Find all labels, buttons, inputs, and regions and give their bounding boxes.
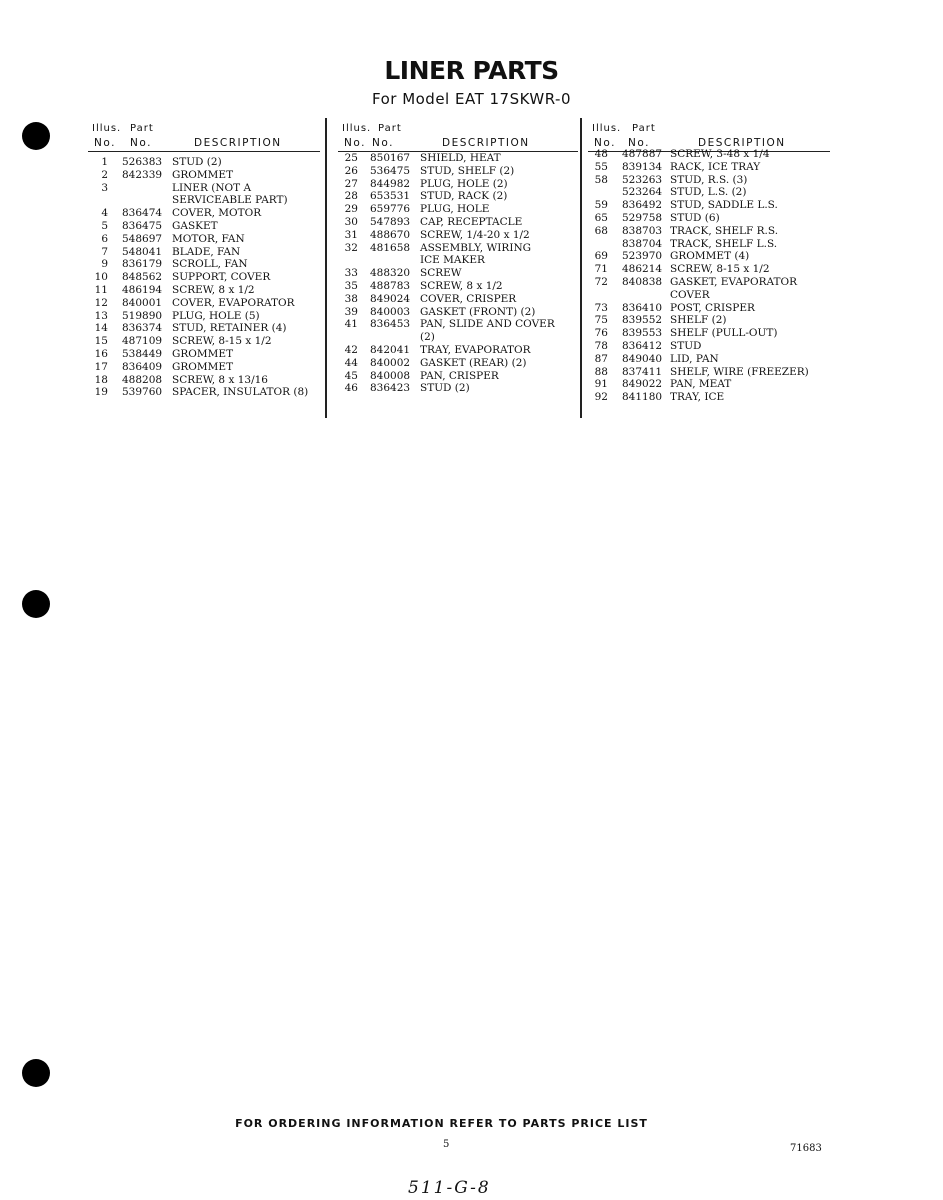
part-description: GASKET bbox=[172, 219, 218, 232]
parts-column-2 bbox=[338, 118, 578, 395]
part-description: SCREW, 8 x 13/16 bbox=[172, 373, 268, 386]
illus-number: 10 bbox=[94, 271, 108, 284]
part-number: 487887 bbox=[622, 148, 663, 160]
header-illus: Illus. bbox=[342, 123, 372, 134]
part-description: STUD, L.S. (2) bbox=[670, 186, 747, 199]
illus-number: 44 bbox=[344, 356, 358, 369]
part-number: 519890 bbox=[122, 309, 163, 322]
parts-row bbox=[338, 331, 578, 344]
illus-number: 1 bbox=[101, 156, 108, 168]
part-number: 488208 bbox=[122, 373, 163, 386]
parts-row bbox=[88, 233, 323, 246]
header-part: Part bbox=[130, 123, 154, 134]
parts-row bbox=[588, 314, 833, 327]
parts-row bbox=[88, 207, 323, 220]
parts-row bbox=[88, 322, 323, 335]
part-description: PAN, CRISPER bbox=[420, 369, 499, 382]
header-part-no: No. bbox=[628, 137, 650, 149]
part-description: SCREW, 8-15 x 1/2 bbox=[670, 263, 770, 276]
page-title: LINER PARTS bbox=[384, 56, 559, 85]
header-part: Part bbox=[632, 123, 656, 134]
handwritten-note: 511-G-8 bbox=[408, 1178, 491, 1198]
part-description: MOTOR, FAN bbox=[172, 232, 245, 245]
part-description: STUD, SADDLE L.S. bbox=[670, 199, 778, 212]
parts-row bbox=[88, 374, 323, 387]
parts-row bbox=[588, 199, 833, 212]
column-header bbox=[88, 118, 323, 152]
illus-number: 59 bbox=[594, 199, 608, 212]
illus-number: 28 bbox=[344, 190, 358, 203]
parts-row bbox=[338, 229, 578, 242]
illus-number: 26 bbox=[344, 164, 358, 177]
part-description: LINER (NOT A bbox=[172, 181, 252, 194]
illus-number: 88 bbox=[594, 365, 608, 378]
part-number: 481658 bbox=[370, 241, 411, 254]
header-part-no: No. bbox=[372, 137, 394, 149]
part-number: 836474 bbox=[122, 207, 163, 220]
parts-row bbox=[88, 271, 323, 284]
parts-row bbox=[338, 344, 578, 357]
part-description: PLUG, HOLE (5) bbox=[172, 309, 260, 322]
parts-row bbox=[588, 302, 833, 315]
part-description: STUD (2) bbox=[420, 382, 470, 395]
part-description: SUPPORT, COVER bbox=[172, 271, 271, 284]
illus-number: 4 bbox=[101, 207, 108, 220]
part-number: 487109 bbox=[122, 335, 163, 348]
parts-row bbox=[338, 306, 578, 319]
part-number: 548697 bbox=[122, 232, 163, 245]
part-number: 659776 bbox=[370, 203, 411, 216]
part-description: SHELF, WIRE (FREEZER) bbox=[670, 365, 809, 378]
parts-row bbox=[338, 293, 578, 306]
parts-row bbox=[588, 353, 833, 366]
part-description: GROMMET bbox=[172, 360, 234, 373]
part-description: TRAY, EVAPORATOR bbox=[420, 343, 531, 356]
part-description: SERVICEABLE PART) bbox=[172, 194, 288, 207]
parts-row bbox=[588, 378, 833, 391]
part-number: 488320 bbox=[370, 267, 411, 280]
header-description: DESCRIPTION bbox=[194, 137, 282, 149]
header-description: DESCRIPTION bbox=[698, 137, 786, 149]
parts-row bbox=[588, 327, 833, 340]
illus-number: 12 bbox=[94, 296, 108, 309]
illus-number: 72 bbox=[594, 275, 608, 288]
part-description: GASKET (REAR) (2) bbox=[420, 356, 527, 369]
parts-row bbox=[88, 182, 323, 195]
illus-number: 18 bbox=[94, 373, 108, 386]
part-description: SCREW, 8 x 1/2 bbox=[172, 283, 255, 296]
part-number: 486214 bbox=[622, 263, 663, 276]
parts-row bbox=[338, 267, 578, 280]
parts-row bbox=[338, 216, 578, 229]
part-number: 523263 bbox=[622, 173, 663, 186]
part-number: 547893 bbox=[370, 215, 411, 228]
part-description: SHELF (PULL-OUT) bbox=[670, 327, 778, 340]
parts-row bbox=[588, 148, 833, 161]
parts-row bbox=[588, 161, 833, 174]
parts-row bbox=[88, 169, 323, 182]
parts-row bbox=[338, 178, 578, 191]
part-description: TRACK, SHELF L.S. bbox=[670, 237, 778, 250]
header-part: Part bbox=[378, 123, 402, 134]
parts-row bbox=[588, 250, 833, 263]
parts-row bbox=[338, 152, 578, 165]
part-number: 836374 bbox=[122, 322, 163, 335]
header-part-no: No. bbox=[130, 137, 152, 149]
illus-number: 69 bbox=[594, 250, 608, 263]
part-number: 840001 bbox=[122, 296, 163, 309]
part-number: 536475 bbox=[370, 164, 411, 177]
parts-row bbox=[338, 280, 578, 293]
parts-row bbox=[88, 361, 323, 374]
parts-row bbox=[88, 220, 323, 233]
part-number: 837411 bbox=[622, 365, 663, 378]
illus-number: 35 bbox=[344, 279, 358, 292]
part-description: SCREW, 1/4-20 x 1/2 bbox=[420, 228, 530, 241]
part-description: BLADE, FAN bbox=[172, 245, 241, 258]
part-description: SPACER, INSULATOR (8) bbox=[172, 386, 309, 399]
header-illus: Illus. bbox=[92, 123, 122, 134]
parts-row bbox=[338, 242, 578, 255]
part-description: TRACK, SHELF R.S. bbox=[670, 224, 779, 237]
part-description: SCREW, 8 x 1/2 bbox=[420, 279, 503, 292]
parts-list bbox=[588, 148, 833, 404]
header-illus-no: No. bbox=[594, 137, 616, 149]
parts-row bbox=[338, 357, 578, 370]
illus-number: 2 bbox=[101, 168, 108, 181]
parts-row bbox=[338, 382, 578, 395]
part-description: TRAY, ICE bbox=[670, 391, 725, 404]
parts-row bbox=[588, 276, 833, 289]
parts-row bbox=[88, 258, 323, 271]
part-number: 523264 bbox=[622, 186, 663, 199]
part-description: CAP, RECEPTACLE bbox=[420, 215, 523, 228]
part-number: 539760 bbox=[122, 386, 163, 399]
header-illus-no: No. bbox=[344, 137, 366, 149]
part-number: 849022 bbox=[622, 378, 663, 391]
illus-number: 33 bbox=[344, 267, 358, 280]
part-number: 836179 bbox=[122, 258, 163, 271]
illus-number: 9 bbox=[101, 258, 108, 271]
parts-row bbox=[588, 366, 833, 379]
illus-number: 78 bbox=[594, 339, 608, 352]
part-description: COVER, MOTOR bbox=[172, 207, 262, 220]
parts-row bbox=[88, 386, 323, 399]
illus-number: 38 bbox=[344, 292, 358, 305]
parts-row bbox=[88, 310, 323, 323]
parts-row bbox=[88, 246, 323, 259]
part-description: ICE MAKER bbox=[420, 254, 485, 267]
part-description: SCREW, 3-48 x 1/4 bbox=[670, 148, 770, 160]
part-description: (2) bbox=[420, 331, 435, 344]
illus-number: 7 bbox=[101, 245, 108, 258]
illus-number: 71 bbox=[594, 263, 608, 276]
illus-number: 30 bbox=[344, 215, 358, 228]
parts-row bbox=[88, 194, 323, 207]
parts-row bbox=[588, 391, 833, 404]
parts-row bbox=[88, 348, 323, 361]
part-description: SCROLL, FAN bbox=[172, 258, 248, 271]
part-description: GROMMET (4) bbox=[670, 250, 750, 263]
part-number: 523970 bbox=[622, 250, 663, 263]
part-number: 849024 bbox=[370, 292, 411, 305]
parts-row bbox=[338, 190, 578, 203]
parts-row bbox=[338, 165, 578, 178]
illus-number: 32 bbox=[344, 241, 358, 254]
illus-number: 45 bbox=[344, 369, 358, 382]
part-description: PAN, SLIDE AND COVER bbox=[420, 318, 555, 331]
illus-number: 16 bbox=[94, 347, 108, 360]
page-number: 5 bbox=[443, 1139, 450, 1150]
part-number: 529758 bbox=[622, 211, 663, 224]
illus-number: 39 bbox=[344, 305, 358, 318]
part-description: PLUG, HOLE bbox=[420, 203, 490, 216]
illus-number: 6 bbox=[101, 232, 108, 245]
part-number: 836475 bbox=[122, 219, 163, 232]
punch-hole-top bbox=[22, 122, 50, 150]
illus-number: 75 bbox=[594, 314, 608, 327]
illus-number: 31 bbox=[344, 228, 358, 241]
part-number: 839552 bbox=[622, 314, 663, 327]
parts-row bbox=[338, 318, 578, 331]
part-number: 488670 bbox=[370, 228, 411, 241]
parts-row bbox=[88, 156, 323, 169]
part-description: SCREW bbox=[420, 267, 462, 280]
illus-number: 48 bbox=[594, 148, 608, 160]
illus-number: 91 bbox=[594, 378, 608, 391]
column-divider-1 bbox=[325, 118, 327, 418]
parts-row bbox=[338, 370, 578, 383]
part-number: 849040 bbox=[622, 352, 663, 365]
part-description: POST, CRISPER bbox=[670, 301, 755, 314]
part-number: 839134 bbox=[622, 160, 663, 173]
part-number: 840008 bbox=[370, 369, 411, 382]
part-number: 836492 bbox=[622, 199, 663, 212]
column-divider-2 bbox=[580, 118, 582, 418]
parts-row bbox=[338, 203, 578, 216]
column-header bbox=[338, 118, 578, 152]
illus-number: 68 bbox=[594, 224, 608, 237]
part-description: STUD, RETAINER (4) bbox=[172, 322, 287, 335]
illus-number: 58 bbox=[594, 173, 608, 186]
part-description: STUD bbox=[670, 339, 702, 352]
part-number: 526383 bbox=[122, 156, 163, 168]
illus-number: 65 bbox=[594, 211, 608, 224]
part-description: STUD, R.S. (3) bbox=[670, 173, 748, 186]
illus-number: 14 bbox=[94, 322, 108, 335]
illus-number: 87 bbox=[594, 352, 608, 365]
part-description: ASSEMBLY, WIRING bbox=[420, 241, 532, 254]
illus-number: 17 bbox=[94, 360, 108, 373]
column-header bbox=[588, 118, 833, 152]
part-description: PAN, MEAT bbox=[670, 378, 732, 391]
parts-row bbox=[88, 284, 323, 297]
illus-number: 27 bbox=[344, 177, 358, 190]
illus-number: 15 bbox=[94, 335, 108, 348]
illus-number: 5 bbox=[101, 219, 108, 232]
illus-number: 25 bbox=[344, 152, 358, 164]
parts-row bbox=[588, 174, 833, 187]
parts-row bbox=[588, 340, 833, 353]
parts-list bbox=[88, 156, 323, 399]
part-description: SCREW, 8-15 x 1/2 bbox=[172, 335, 272, 348]
header-underline bbox=[88, 151, 320, 152]
part-description: STUD, SHELF (2) bbox=[420, 164, 515, 177]
parts-list bbox=[338, 152, 578, 395]
illus-number: 11 bbox=[94, 283, 108, 296]
part-number: 840003 bbox=[370, 305, 411, 318]
part-number: 548041 bbox=[122, 245, 163, 258]
punch-hole-bottom bbox=[22, 1059, 50, 1087]
part-description: SHELF (2) bbox=[670, 314, 727, 327]
illus-number: 46 bbox=[344, 382, 358, 395]
parts-column-3 bbox=[588, 118, 833, 404]
part-number: 538449 bbox=[122, 347, 163, 360]
illus-number: 41 bbox=[344, 318, 358, 331]
parts-row bbox=[88, 335, 323, 348]
part-number: 836453 bbox=[370, 318, 411, 331]
illus-number: 42 bbox=[344, 343, 358, 356]
part-number: 850167 bbox=[370, 152, 411, 164]
part-description: STUD, RACK (2) bbox=[420, 190, 508, 203]
part-number: 842041 bbox=[370, 343, 411, 356]
header-illus-no: No. bbox=[94, 137, 116, 149]
parts-row bbox=[588, 263, 833, 276]
part-description: GROMMET bbox=[172, 347, 234, 360]
part-description: COVER bbox=[670, 288, 710, 301]
illus-number: 76 bbox=[594, 327, 608, 340]
parts-column-1 bbox=[88, 118, 323, 399]
illus-number: 13 bbox=[94, 309, 108, 322]
part-description: GASKET, EVAPORATOR bbox=[670, 275, 798, 288]
part-number: 488783 bbox=[370, 279, 411, 292]
illus-number: 73 bbox=[594, 301, 608, 314]
part-description: COVER, EVAPORATOR bbox=[172, 296, 295, 309]
part-number: 836410 bbox=[622, 301, 663, 314]
part-description: LID, PAN bbox=[670, 352, 719, 365]
parts-row bbox=[588, 289, 833, 302]
header-illus: Illus. bbox=[592, 123, 622, 134]
document-code: 71683 bbox=[790, 1143, 822, 1154]
part-description: GROMMET bbox=[172, 168, 234, 181]
part-description: STUD (6) bbox=[670, 211, 720, 224]
parts-row bbox=[88, 297, 323, 310]
illus-number: 55 bbox=[594, 160, 608, 173]
part-number: 836412 bbox=[622, 339, 663, 352]
part-number: 838703 bbox=[622, 224, 663, 237]
part-description: COVER, CRISPER bbox=[420, 292, 517, 305]
part-number: 841180 bbox=[622, 391, 663, 404]
part-number: 842339 bbox=[122, 168, 163, 181]
illus-number: 92 bbox=[594, 391, 608, 404]
part-number: 838704 bbox=[622, 237, 663, 250]
part-number: 848562 bbox=[122, 271, 163, 284]
part-number: 836409 bbox=[122, 360, 163, 373]
page-subtitle: For Model EAT 17SKWR-0 bbox=[371, 90, 572, 108]
parts-row bbox=[588, 212, 833, 225]
part-description: RACK, ICE TRAY bbox=[670, 160, 761, 173]
part-number: 839553 bbox=[622, 327, 663, 340]
part-description: STUD (2) bbox=[172, 156, 222, 168]
part-number: 844982 bbox=[370, 177, 411, 190]
part-number: 840838 bbox=[622, 275, 663, 288]
punch-hole-middle bbox=[22, 590, 50, 618]
header-description: DESCRIPTION bbox=[442, 137, 530, 149]
parts-row bbox=[588, 186, 833, 199]
illus-number: 3 bbox=[101, 181, 108, 194]
part-number: 653531 bbox=[370, 190, 411, 203]
illus-number: 19 bbox=[94, 386, 108, 399]
part-number: 840002 bbox=[370, 356, 411, 369]
part-description: SHIELD, HEAT bbox=[420, 152, 501, 164]
part-number: 486194 bbox=[122, 283, 163, 296]
part-number: 836423 bbox=[370, 382, 411, 395]
illus-number: 29 bbox=[344, 203, 358, 216]
parts-row bbox=[588, 225, 833, 238]
part-description: PLUG, HOLE (2) bbox=[420, 177, 508, 190]
parts-row bbox=[338, 254, 578, 267]
part-description: GASKET (FRONT) (2) bbox=[420, 305, 536, 318]
parts-row bbox=[588, 238, 833, 251]
ordering-info-footer: FOR ORDERING INFORMATION REFER TO PARTS PRICE LIST bbox=[235, 1117, 648, 1130]
